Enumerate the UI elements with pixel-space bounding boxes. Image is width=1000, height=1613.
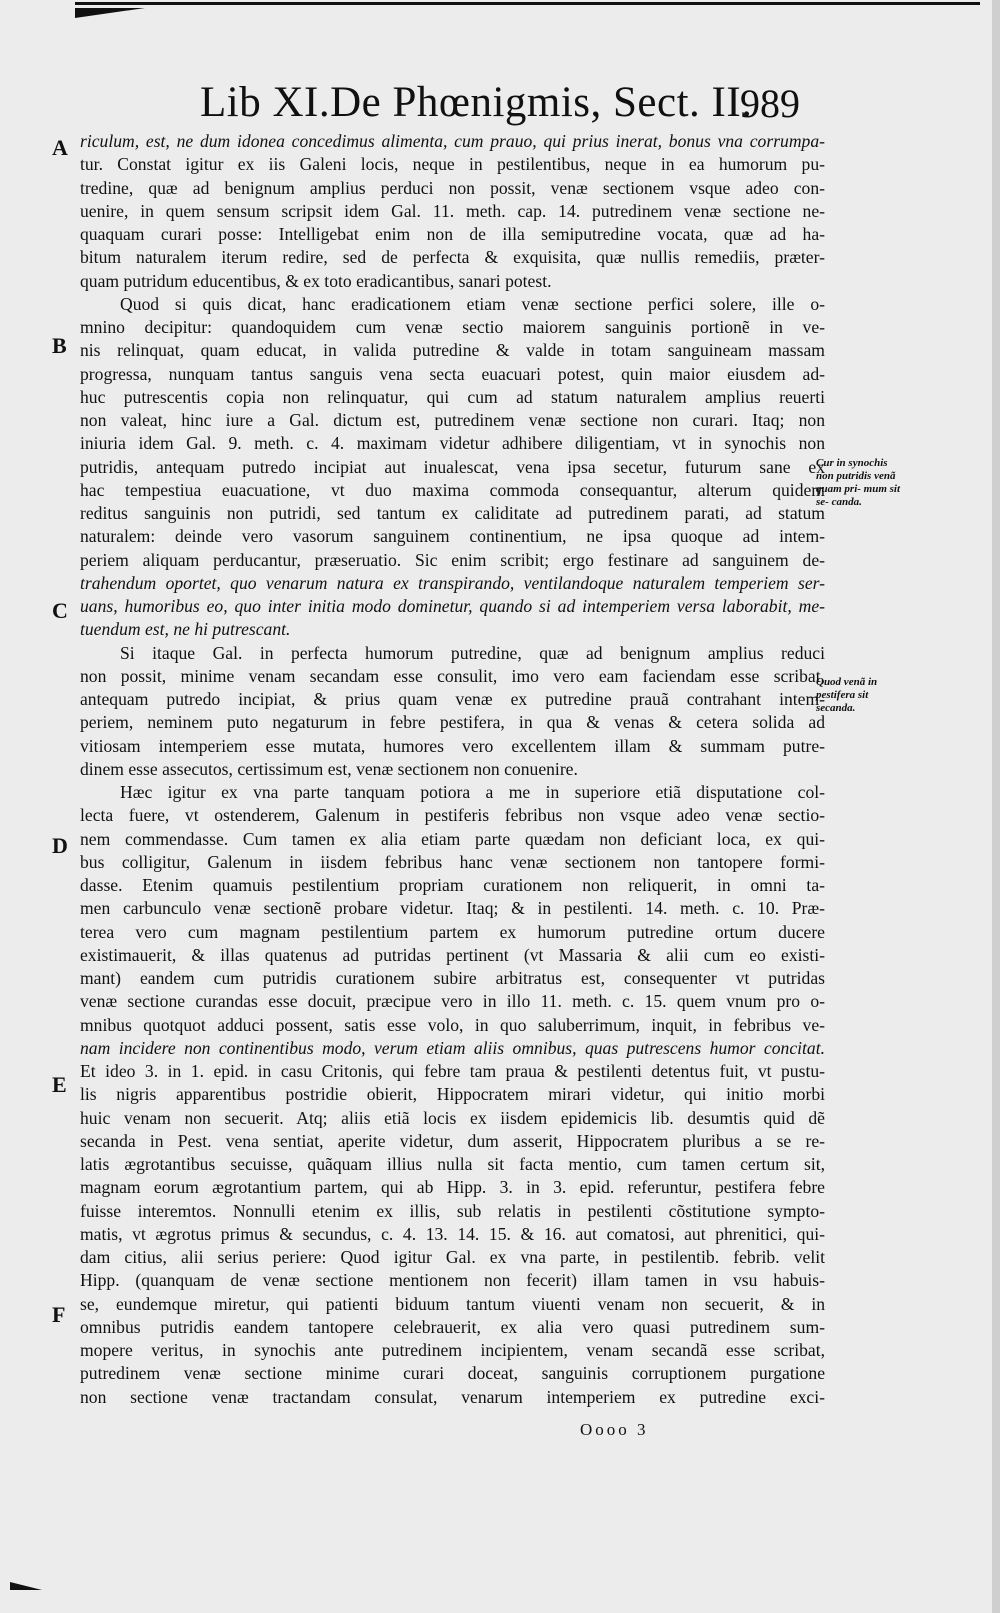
text-line: vitiosam intemperiem esse mutata, humores vero excellentem illam & summam putre- [80, 735, 825, 756]
text-line: nem commendasse. Cum tamen ex alia etiam parte quædam non deficiant loca, ex qui- [80, 828, 825, 849]
text-line: reditus sanguinis non putridi, sed tantum ex caliditate ad putredinem parati, ad statum [80, 503, 825, 523]
text-line: Quod si quis dicat, hanc eradicationem etiam venæ sectione perfici solere, ille o- [120, 293, 825, 314]
section-letter-c: C [52, 598, 68, 623]
text-line: terea vero cum magnam pestilentium partem ex humorum putredine ortum ducere [80, 921, 825, 942]
text-line: dinem esse assecutos, certissimum est, venæ sectionem non conuenire. [80, 758, 578, 779]
text-line: existimauerit, & illas quatenus ad putridas pertinent (vt Massaria & alii cum eo existi- [80, 944, 825, 965]
body-text [80, 130, 825, 1409]
text-line: latis ægrotantibus secuisse, quãquam illius nulla sit facta mentio, cum tamen certum sit, [80, 1154, 825, 1174]
section-letter-a: A [52, 135, 68, 160]
margin-note: Quod venã in pestifera sit secanda. [816, 676, 878, 714]
text-line: progressa, nunquam tantus sanguis vena secta euacuari potest, quin maior eiusdem ad- [80, 363, 825, 384]
text-line: Et ideo 3. in 1. epid. in casu Critonis, qui febre tam praua & pestilenti detentus fuit, vt pustu- [80, 1061, 825, 1081]
text-line: quaquam curari posse: Intelligebat enim non de illa semiputredine vocata, quæ ad ha- [80, 224, 825, 244]
text-line: men carbunculo venæ sectionẽ probare videtur. Itaq; & in pestilenti. 14. meth. c. 10. Præ- [80, 898, 825, 919]
page-edge [992, 0, 1000, 1613]
text-line: venæ sectione curandas esse docuit, præcipue vero in illo 11. meth. c. 15. quem vnum pro o- [80, 991, 825, 1012]
text-line: naturalem: deinde vero vasorum sanguinem continentium, ne ipsa quoque ad intem- [80, 526, 825, 547]
section-letter-b: B [52, 333, 67, 358]
text-line: lis nigris apparentibus postridie obierit, Hippocratem mirari videtur, qui initio morbi [80, 1084, 825, 1105]
text-line: riculum, est, ne dum idonea concedimus alimenta, cum prauo, qui prius inerat, bonus vna corrumpa- [80, 131, 825, 151]
text-line: Si itaque Gal. in perfecta humorum putredine, quæ ad benignum amplius reduci [120, 642, 825, 663]
text-line: tuendum est, ne hi putrescant. [80, 619, 291, 640]
top-rule [75, 2, 980, 15]
text-line: bitum naturalem iterum redire, sed de perfecta & exquisita, quæ nullis remediis, præter- [80, 247, 825, 268]
text-line: periem, neminem puto negaturum in febre pestifera, in qua & venas & cetera solida ad [80, 712, 825, 733]
text-line: tredine, quæ ad benignum amplius perduci non possit, venæ sectionem vsque adeo con- [80, 177, 825, 198]
text-line: putridis, antequam putredo incipiat aut inualescat, vena ipsa secetur, futurum sane ex [80, 456, 825, 477]
text-line: fuisse interemtos. Nonnulli etenim ex illis, sub relatis in pestilenti cõstitutione sympto- [80, 1200, 825, 1221]
text-line: trahendum oportet, quo venarum natura ex transpirando, ventilandoque naturalem temperiem ser- [80, 572, 825, 593]
text-line: quam putridum educentibus, & ex toto eradicantibus, sanari potest. [80, 270, 552, 291]
text-line: mnibus quotquot adduci possent, satis esse volo, in quo saluberrimum, inquit, in febribus ve- [80, 1014, 825, 1035]
text-line: mnino decipitur: quandoquidem cum venæ sectio maiorem sanguinis portionẽ in ve- [80, 317, 825, 337]
section-letter-d: D [52, 833, 68, 858]
text-line: Hipp. (quanquam de venæ sectione mentionem non fecerit) illam tamen in vsu habuis- [80, 1270, 825, 1291]
text-line: mant) eandem cum putridis curationem subire arbitratus est, consequenter vt putridas [80, 968, 825, 988]
text-line: Hæc igitur ex vna parte tanquam potiora a me in superiore etiã disputatione col- [120, 782, 825, 802]
text-line: secanda in Pest. vena sentiat, aperite videtur, dum asserit, Hippocratem pluribus a se re- [80, 1130, 825, 1151]
top-ornament [75, 8, 145, 18]
text-line: non valeat, hinc iure a Gal. dictum est, putredinem venæ sectione non curari. Itaq; non [80, 410, 825, 430]
text-line: lecta fuere, vt ostenderem, Galenum in pestiferis febribus non vsque adeo venæ sectio- [80, 805, 825, 826]
bottom-ornament [10, 1582, 42, 1590]
text-line: iniuria idem Gal. 9. meth. c. 4. maximam videtur adhibere diligentiam, vt in synochis non [80, 433, 825, 454]
text-line: bus colligitur, Galenum in iisdem febribus hanc venæ sectionem non tantopere formi- [80, 851, 825, 872]
text-line: antequam putredo incipiat, & prius quam venæ ex putredine prauã contrahant intem- [80, 689, 825, 709]
text-line: non sectione venæ tractandam consulat, venarum intemperiem ex putredine exci- [80, 1386, 825, 1407]
text-line: hac tempestiua euacuatione, vt duo maxima commoda consequantur, alterum quidem [80, 479, 825, 500]
section-letter-f: F [52, 1302, 66, 1327]
section-letter-e: E [52, 1072, 67, 1097]
text-line: uans, humoribus eo, quo inter initia modo dominetur, quando si ad intemperiem versa laborabit, me- [80, 596, 825, 616]
signature-mark: Oooo 3 [580, 1420, 649, 1439]
text-line: magnam eorum ægrotantium partem, qui ab Hipp. 3. in 3. epid. referuntur, pestifera febre [80, 1177, 825, 1198]
running-head: Lib XI.De Phœnigmis, Sect. II. [200, 79, 753, 126]
text-line: dam citius, alii serius periere: Quod igitur Gal. ex vna parte, in pestilentib. febrib. velit [80, 1247, 825, 1267]
text-line: matis, vt ægrotus primus & secundus, c. 4. 13. 14. 15. & 16. aut comatosi, aut phrenitici, qui- [80, 1223, 825, 1244]
text-line: huc putrescentis copia non relinquatur, qui cum ad statum naturalem amplius reuerti [80, 386, 825, 407]
text-line: putredinem venæ sectione minime curari doceat, sanguinis corruptionem purgatione [80, 1363, 825, 1384]
text-line: periem aliquam perducantur, præseruatio. Sic enim scribit; ergo festinare ad sanguinem de- [80, 549, 825, 570]
text-line: nis relinquat, quam educat, in valida putredine & valde in totam sanguineam massam [80, 340, 825, 361]
text-line: omnibus putridis eandem tantopere celebrauerit, ex alia vero quasi putredinem sum- [80, 1316, 825, 1337]
text-line: mopere veritus, in synochis ante putredinem incipientem, venam secandã esse scribat, [80, 1340, 825, 1360]
margin-note: Cur in synochis non putridis venã quam pri- mum sit se- canda. [816, 457, 901, 508]
text-line: nam incidere non continentibus modo, verum etiam aliis omnibus, quas putrescens humor concitat. [80, 1037, 825, 1058]
text-line: dasse. Etenim quamuis pestilentium propriam curationem non reliquerit, in omni ta- [80, 875, 825, 895]
text-line: huic venam non secuerit. Atq; aliis etiã locis ex iisdem epidemicis lib. desumtis quid dẽ [80, 1107, 825, 1128]
text-line: tur. Constat igitur ex iis Galeni locis, neque in pestilentibus, neque in ea humorum pu- [80, 154, 825, 175]
text-line: non possit, minime venam secandam esse consulit, imo vero eam faciendam esse scribat, [80, 665, 825, 686]
text-line: uenire, in quem sensum scripsit idem Gal. 11. meth. cap. 14. putredinem venæ sectione ne- [80, 200, 825, 221]
text-line: se, eundemque miretur, qui patienti biduum tantum viuenti venam non secuerit, & in [80, 1293, 825, 1314]
page-number: 989 [740, 81, 800, 126]
